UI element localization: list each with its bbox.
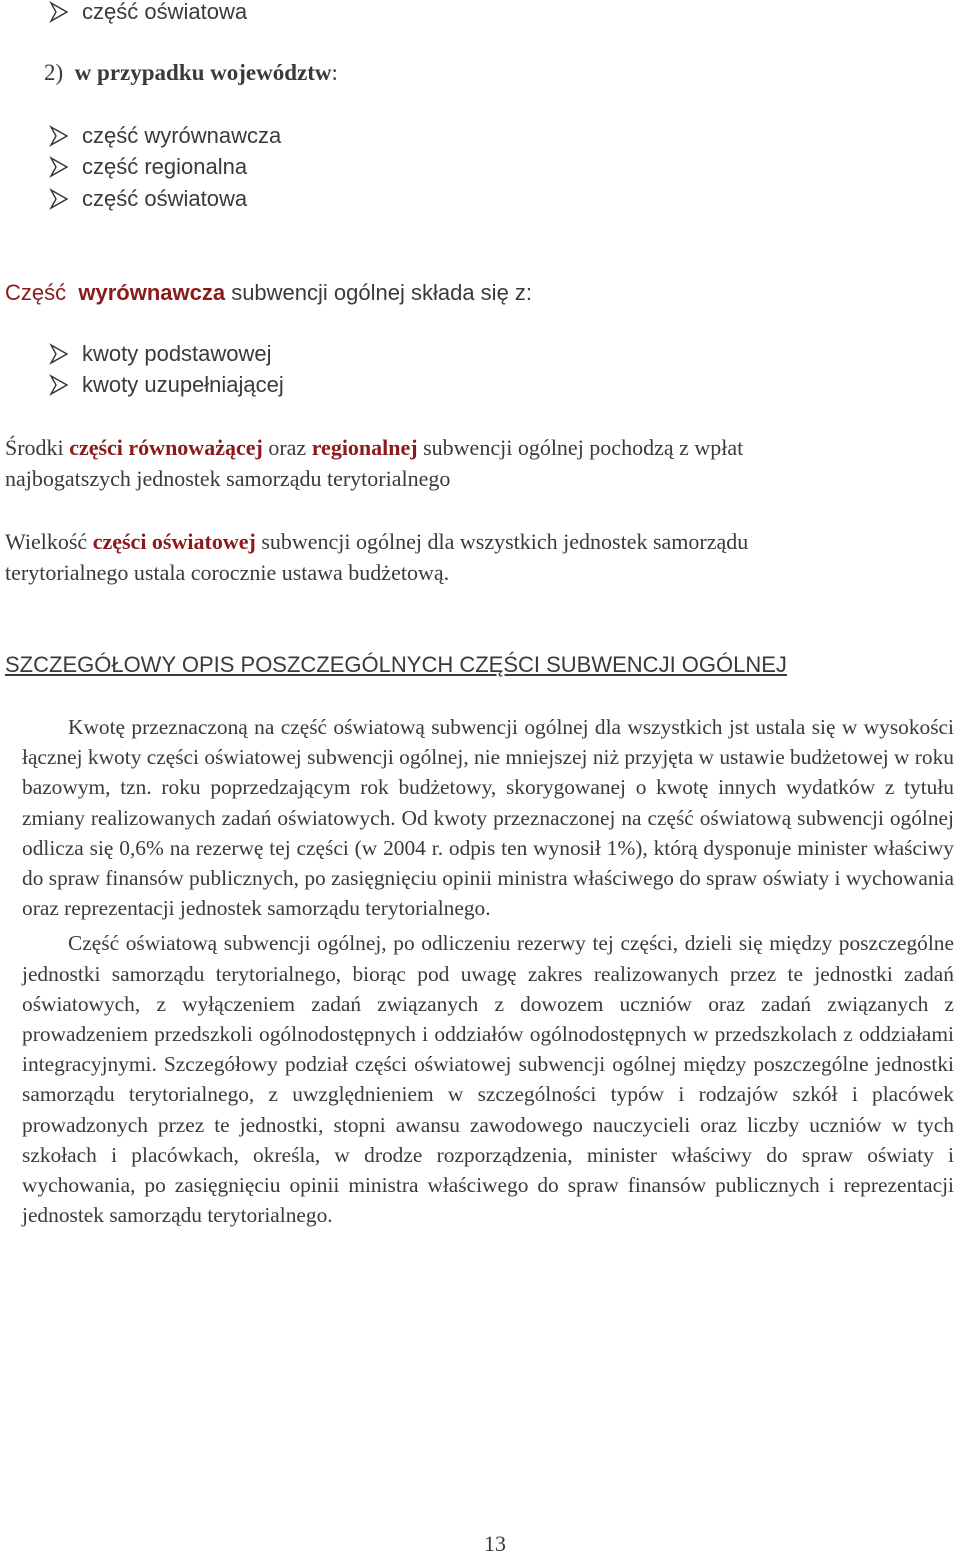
list-item-label: kwoty uzupełniającej — [82, 372, 284, 398]
paragraph-srodki-line1 — [5, 435, 743, 461]
paragraph-text: oraz — [262, 435, 312, 460]
list-item — [47, 152, 281, 184]
paragraph-wielkosc-line1 — [5, 529, 748, 555]
section-number: 2) — [44, 60, 64, 85]
paragraph-wielkosc-line2: terytorialnego ustala corocznie ustawa budżetową. — [5, 560, 450, 585]
list-item-label: część regionalna — [82, 154, 248, 180]
section-title: SZCZEGÓŁOWY OPIS POSZCZEGÓLNYCH CZĘŚCI SUBWENCJI OGÓLNEJ — [5, 652, 787, 677]
list-item-label: część oświatowa — [82, 0, 248, 24]
bullet-list-kwoty — [47, 338, 284, 401]
paragraph-text: Środki — [5, 435, 70, 460]
bullet-list-top — [47, 0, 247, 28]
section-heading-text: w przypadku województw — [74, 60, 332, 85]
section-heading-colon: : — [331, 60, 338, 85]
list-item — [47, 370, 284, 402]
arrow-bullet-icon — [47, 124, 71, 148]
highlight-text: wyrównawcza — [78, 280, 226, 305]
list-item — [47, 338, 284, 370]
highlight-text: Część — [5, 280, 67, 305]
highlight-text: części oświatowej — [92, 529, 256, 554]
paragraph-wyrownawcza — [5, 280, 532, 306]
list-item — [47, 183, 281, 215]
highlight-text: części równoważącej — [69, 435, 263, 460]
list-item-label: część oświatowa — [82, 185, 248, 211]
paragraph-text: subwencji ogólnej pochodzą z wpłat — [417, 435, 744, 460]
section-heading — [44, 60, 338, 86]
page-number: 13 — [484, 1531, 506, 1556]
highlight-text: regionalnej — [311, 435, 418, 460]
scanned-paragraph: Kwotę przeznaczoną na część oświatową subwencji ogólnej dla wszystkich jst ustala się w wysokości łącznej kwoty części oświatowej subwencji ogólnej, nie mniejszej niż przyjęta w ustawie budżetowej w roku bazowym, tzn. roku poprzedzającym rok budżetowy, skorygowanej o kwotę innych wydatków z tytułu zmiany realizowanych zadań oświatowych. Od kwoty przeznaczonej na część oświatową subwencji ogólnej odlicza się 0,6% na rezerwę tej części (w 2004 r. odpis ten wynosił 1%), którą dysponuje minister właściwy do spraw finansów publicznych, po zasięgnięciu opinii ministra właściwego do spraw oświaty i wychowania oraz reprezentacji jednostek samorządu terytorialnego. — [22, 715, 954, 921]
arrow-bullet-icon — [47, 342, 71, 366]
arrow-bullet-icon — [47, 187, 71, 211]
list-item-label: kwoty podstawowej — [82, 340, 272, 366]
paragraph-text: Wielkość — [5, 529, 93, 554]
bullet-list-wojewodztw — [47, 120, 281, 215]
scanned-paragraph: Część oświatową subwencji ogólnej, po odliczeniu rezerwy tej części, dzieli się między poszczególne jednostki samorządu terytorialnego, biorąc pod uwagę zakres realizowanych przez te jednostki zadań oświatowych, z wyłączeniem zadań związanych z dowozem uczniów oraz zadań związanych z prowadzeniem przedszkoli ogólnodostępnych i oddziałów ogólnodostępnych w przedszkolach z oddziałami integracyjnymi. Szczegółowy podział części oświatowej subwencji ogólnej między poszczególne jednostki samorządu terytorialnego, z uwzględnieniem w szczególności typów i rodzajów szkół i placówek prowadzonych przez te jednostki, stopni awansu zawodowego nauczycieli oraz liczby uczniów w tych szkołach i placówkach, określa, w drodze rozporządzenia, minister właściwy do spraw oświaty i wychowania, po zasięgnięciu opinii ministra właściwego do spraw finansów publicznych i reprezentacji jednostek samorządu terytorialnego. — [22, 931, 954, 1228]
scanned-text-block — [22, 712, 954, 1230]
arrow-bullet-icon — [47, 0, 71, 24]
list-item — [47, 0, 247, 28]
paragraph-text: subwencji ogólnej składa się z: — [225, 280, 533, 305]
paragraph-text: subwencji ogólnej dla wszystkich jednostek samorządu — [255, 529, 749, 554]
list-item-label: część wyrównawcza — [82, 122, 282, 148]
arrow-bullet-icon — [47, 155, 71, 179]
paragraph-srodki-line2: najbogatszych jednostek samorządu terytorialnego — [5, 466, 451, 491]
arrow-bullet-icon — [47, 373, 71, 397]
list-item — [47, 120, 281, 152]
